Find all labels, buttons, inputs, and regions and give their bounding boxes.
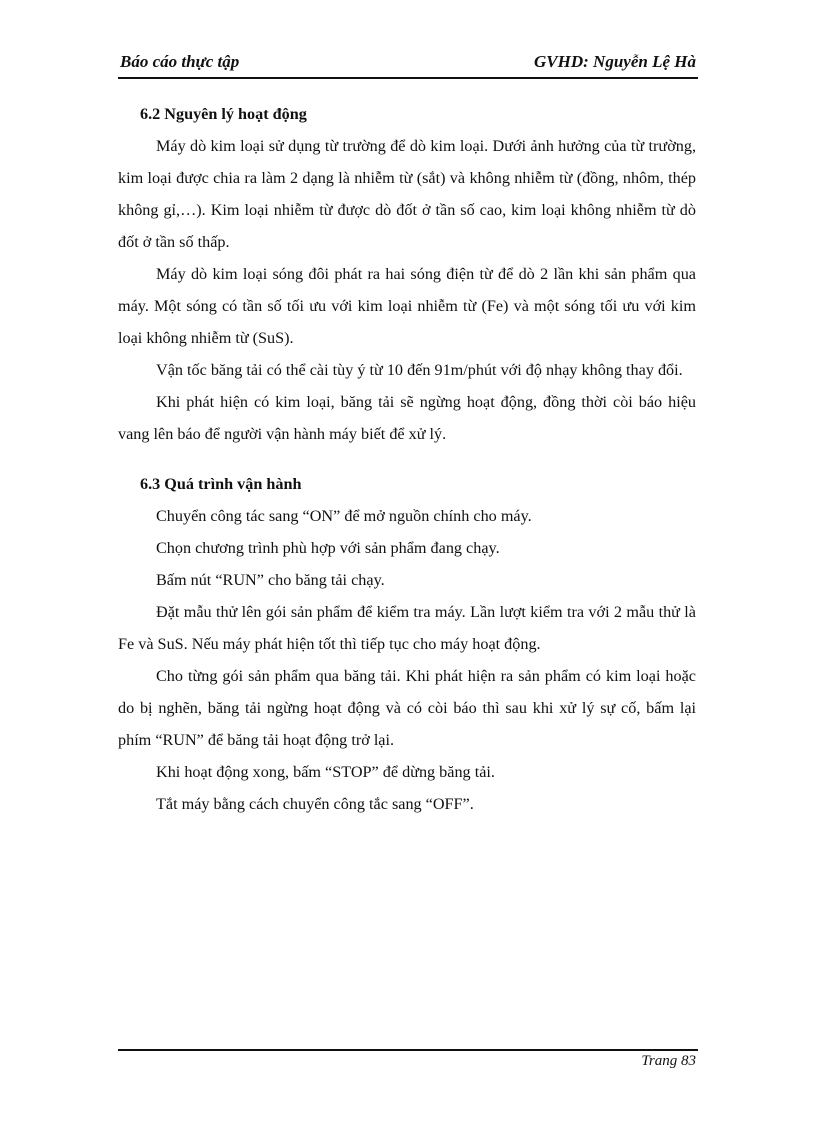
operation-step: Chuyển công tác sang “ON” để mở nguồn chính cho máy. [156,507,532,525]
paragraph: Máy dò kim loại sóng đôi phát ra hai sóng điện từ để dò 2 lần khi sản phẩm qua máy. Một sóng có tần số tối ưu với kim loại nhiễm từ (Fe) và một sóng tối ưu với kim loại không nhiễm từ (SuS). [118,265,696,347]
header-divider [118,77,698,79]
operation-step: Tắt máy bằng cách chuyển công tắc sang “OFF”. [156,795,474,813]
operation-step: Cho từng gói sản phẩm qua băng tải. Khi phát hiện ra sản phẩm có kim loại hoặc do bị nghẽn, băng tải ngừng hoạt động và có còi báo thì sau khi xử lý sự cố, bấm lại phím “RUN” để băng tải hoạt động trở lại. [118,667,696,749]
header-title: Báo cáo thực tập [120,52,240,71]
header-advisor: GVHD: Nguyễn Lệ Hà [534,52,696,71]
paragraph: Máy dò kim loại sử dụng từ trường để dò kim loại. Dưới ảnh hưởng của từ trường, kim loại được chia ra làm 2 dạng là nhiễm từ (sắt) và không nhiễm từ (đồng, nhôm, thép không gỉ,…). Kim loại nhiễm từ được dò đốt ở tần số cao, kim loại không nhiễm từ dò đốt ở tần số thấp. [118,137,696,251]
operation-step: Chọn chương trình phù hợp với sản phẩm đang chạy. [156,539,500,557]
page-header [118,52,698,76]
section-heading-6-3: 6.3 Quá trình vận hành [140,475,302,493]
paragraph: Khi phát hiện có kim loại, băng tải sẽ ngừng hoạt động, đồng thời còi báo hiệu vang lên báo để người vận hành máy biết để xử lý. [118,393,696,443]
operation-step: Đặt mẫu thử lên gói sản phẩm để kiểm tra máy. Lần lượt kiểm tra với 2 mẫu thử là Fe và SuS. Nếu máy phát hiện tốt thì tiếp tục cho máy hoạt động. [118,603,696,653]
page-body [118,98,696,820]
section-heading-6-2: 6.2 Nguyên lý hoạt động [140,105,307,123]
footer-divider [118,1049,698,1051]
operation-step: Khi hoạt động xong, bấm “STOP” để dừng băng tải. [156,763,495,781]
paragraph: Vận tốc băng tải có thể cài tùy ý từ 10 đến 91m/phút với độ nhạy không thay đổi. [156,361,683,379]
page-number: Trang 83 [641,1053,696,1069]
operation-step: Bấm nút “RUN” cho băng tải chạy. [156,571,385,589]
section-gap [118,450,696,468]
